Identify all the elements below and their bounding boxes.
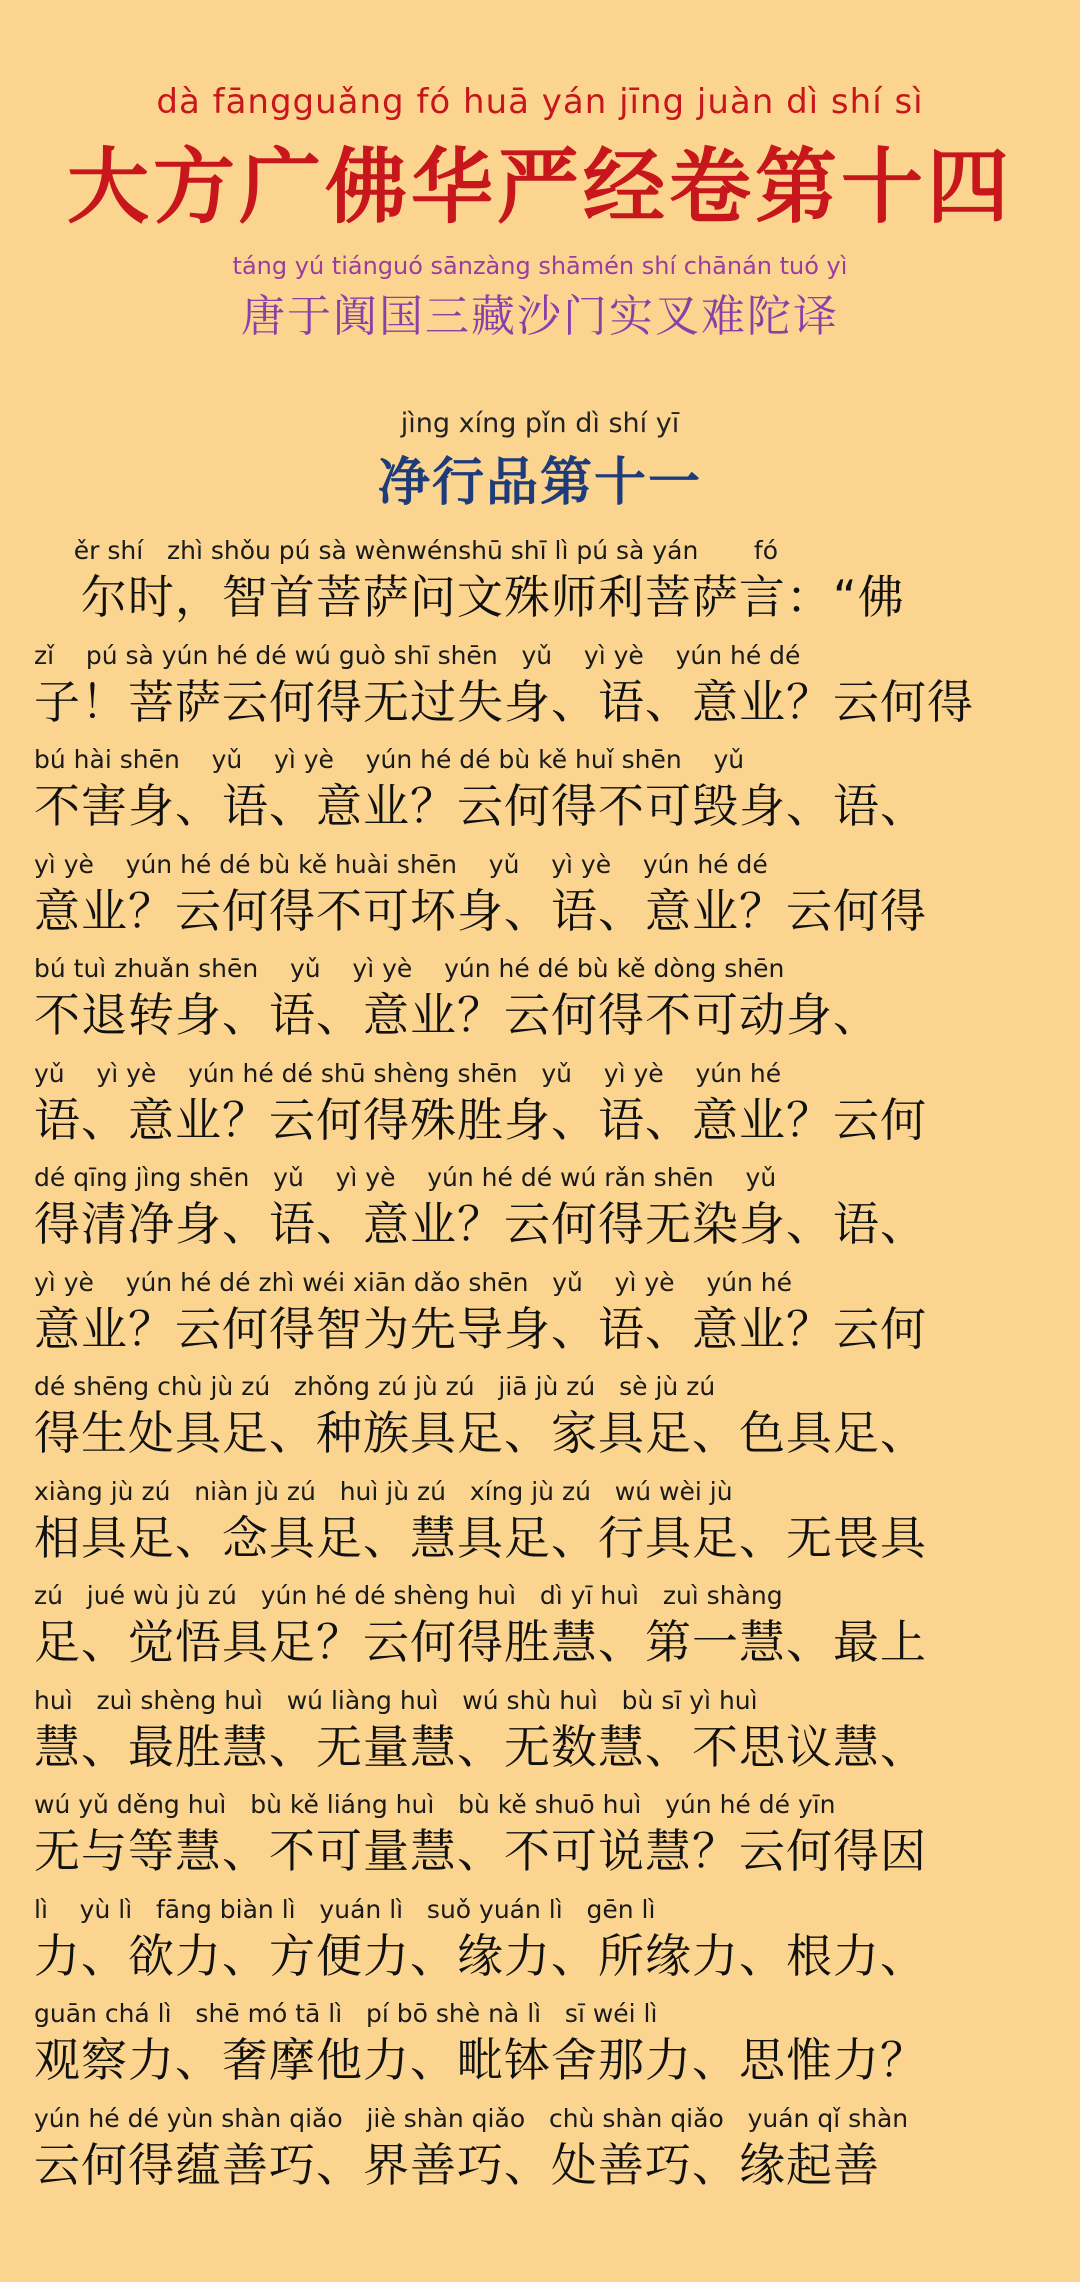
text-line (34, 1998, 1054, 2090)
line-pinyin: guān chá lì shē mó tā lì pí bō shè nà lì sī wéi lì (34, 1999, 658, 2028)
line-hanzi: 相具足、念具足、慧具足、行具足、无畏具 (34, 1511, 927, 1565)
text-line (34, 1162, 1054, 1254)
text-line (34, 1058, 1054, 1150)
translator-line: 唐于阗国三藏沙门实叉难陀译 (241, 291, 839, 342)
text-line (34, 1476, 1054, 1568)
text-line (34, 744, 1054, 836)
text-line (34, 953, 1054, 1045)
line-hanzi: 得清净身、语、意业？云何得无染身、语、 (34, 1197, 927, 1251)
line-pinyin: lì yù lì fāng biàn lì yuán lì suǒ yuán lì gēn lì (34, 1895, 656, 1924)
line-hanzi: 意业？云何得智为先导身、语、意业？云何 (34, 1302, 927, 1356)
line-hanzi: 无与等慧、不可量慧、不可说慧？云何得因 (34, 1824, 927, 1878)
line-hanzi: 意业？云何得不可坏身、语、意业？云何得 (34, 884, 927, 938)
line-hanzi: 云何得蕴善巧、界善巧、处善巧、缘起善 (34, 2138, 880, 2192)
line-hanzi: 观察力、奢摩他力、毗钵舍那力、思惟力？ (34, 2033, 927, 2087)
line-hanzi: 力、欲力、方便力、缘力、所缘力、根力、 (34, 1929, 927, 1983)
line-pinyin: yún hé dé yùn shàn qiǎo jiè shàn qiǎo chù shàn qiǎo yuán qǐ shàn (34, 2104, 909, 2133)
line-pinyin: zǐ pú sà yún hé dé wú guò shī shēn yǔ yì yè yún hé dé (34, 641, 801, 670)
chapter-title: 净行品第十一 (377, 452, 702, 513)
line-hanzi: 慧、最胜慧、无量慧、无数慧、不思议慧、 (34, 1720, 927, 1774)
line-hanzi: 子！菩萨云何得无过失身、语、意业？云何得 (34, 675, 974, 729)
line-pinyin: yǔ yì yè yún hé dé shū shèng shēn yǔ yì yè yún hé (34, 1059, 782, 1088)
line-pinyin: huì zuì shèng huì wú liàng huì wú shù huì bù sī yì huì (34, 1686, 758, 1715)
line-pinyin: zú jué wù jù zú yún hé dé shèng huì dì yī huì zuì shàng (34, 1581, 783, 1610)
text-line (34, 2103, 1054, 2195)
line-hanzi: 足、觉悟具足？云何得胜慧、第一慧、最上 (34, 1615, 927, 1669)
text-line (34, 535, 1054, 627)
line-pinyin: xiàng jù zú niàn jù zú huì jù zú xíng jù zú wú wèi jù (34, 1477, 733, 1506)
text-line (34, 640, 1054, 732)
line-hanzi: 尔时，智首菩萨问文殊师利菩萨言：“佛 (34, 570, 905, 624)
line-pinyin: bú tuì zhuǎn shēn yǔ yì yè yún hé dé bù kě dòng shēn (34, 954, 785, 983)
chapter-pinyin: jìng xíng pǐn dì shí yī (400, 408, 680, 439)
text-line (34, 1789, 1054, 1881)
text-line (34, 1580, 1054, 1672)
line-pinyin: ěr shí zhì shǒu pú sà wènwénshū shī lì pú sà yán fó (34, 536, 779, 565)
line-pinyin: bú hài shēn yǔ yì yè yún hé dé bù kě huǐ shēn yǔ (34, 745, 745, 774)
text-line (34, 849, 1054, 941)
line-pinyin: yì yè yún hé dé bù kě huài shēn yǔ yì yè yún hé dé (34, 850, 768, 879)
line-hanzi: 不退转身、语、意业？云何得不可动身、 (34, 988, 880, 1042)
line-pinyin: dé qīng jìng shēn yǔ yì yè yún hé dé wú rǎn shēn yǔ (34, 1163, 777, 1192)
text-line (34, 1267, 1054, 1359)
translator-pinyin: táng yú tiánguó sānzàng shāmén shí chānán tuó yì (232, 252, 848, 280)
page-title: 大方广佛华严经卷第十四 (66, 139, 1013, 235)
text-line (34, 1894, 1054, 1986)
text-line (34, 1685, 1054, 1777)
line-pinyin: wú yǔ děng huì bù kě liáng huì bù kě shuō huì yún hé dé yīn (34, 1790, 836, 1819)
text-line (34, 1371, 1054, 1463)
line-pinyin: yì yè yún hé dé zhì wéi xiān dǎo shēn yǔ yì yè yún hé (34, 1268, 792, 1297)
title-pinyin: dà fāngguǎng fó huā yán jīng juàn dì shí sì (156, 82, 924, 122)
line-hanzi: 得生处具足、种族具足、家具足、色具足、 (34, 1406, 927, 1460)
line-hanzi: 不害身、语、意业？云何得不可毁身、语、 (34, 779, 927, 833)
line-hanzi: 语、意业？云何得殊胜身、语、意业？云何 (34, 1093, 927, 1147)
line-pinyin: dé shēng chù jù zú zhǒng zú jù zú jiā jù zú sè jù zú (34, 1372, 716, 1401)
